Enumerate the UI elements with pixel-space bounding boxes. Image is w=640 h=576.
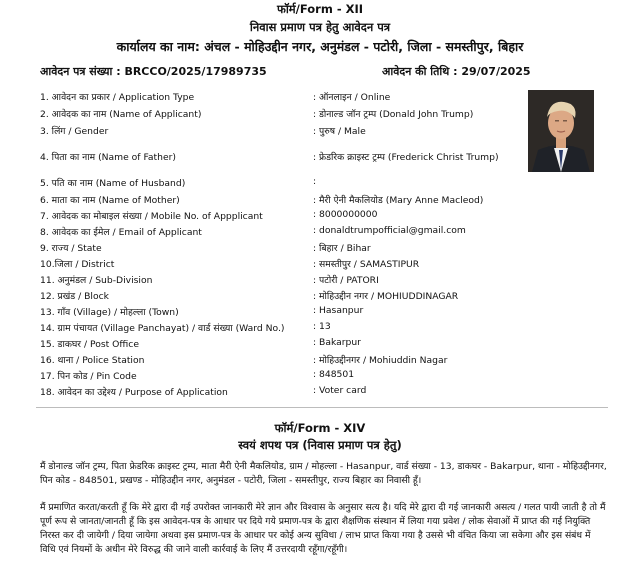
field-value: : donaldtrumpofficial@gmail.com [313, 225, 466, 236]
field-mother-name [40, 193, 540, 207]
field-label: 8. आवेदक का ईमेल / Email of Applicant [40, 227, 202, 238]
field-label: 7. आवेदक का मोबाइल संख्या / Mobile No. of Appplicant [40, 211, 263, 222]
field-label: 13. गाँव (Village) / मोहल्ला (Town) [40, 307, 179, 318]
field-label: 6. माता का नाम (Name of Mother) [40, 195, 180, 206]
field-label: 11. अनुमंडल / Sub-Division [40, 275, 153, 286]
field-label: 16. थाना / Police Station [40, 355, 145, 366]
field-panchayat-ward [40, 321, 540, 335]
field-value: : Bakarpur [313, 337, 361, 348]
field-purpose [40, 385, 540, 399]
field-label: 12. प्रखंड / Block [40, 291, 109, 302]
field-label: 9. राज्य / State [40, 243, 102, 254]
field-label: 14. ग्राम पंचायत (Village Panchayat) / वार्ड संख्या (Ward No.) [40, 323, 285, 334]
field-gender [40, 124, 540, 138]
field-village [40, 305, 540, 319]
field-value: : पुरुष / Male [313, 126, 366, 137]
field-police-station [40, 353, 540, 367]
affidavit-certification: मैं प्रमाणित करता/करती हूँ कि मेरे द्वारा दी गई उपरोक्त जानकारी मेरे ज्ञान और विश्वास के अनुसार सत्य है। यदि मेरे द्वारा दी गई जानकारी असत्य / गलत पायी जाती है तो मैं पूर्ण रूप से जानता/जानती हूँ कि इस आवेदन-पत्र के आधार पर दिये गये प्रमाण-पत्र के द्वारा शैक्षणिक संस्थान में लिया गया प्रवेश / लोक सेवाओं में प्राप्त की गई नियुक्ति निरस्त कर दी जायेगी / दिया जायेगा अथवा इस प्रमाण-पत्र के आधार पर कोई अन्य सुविधा / लाभ प्राप्त किया गया है उससे भी वंचित किया जा सकेगा और इस संबंध में विधि एवं नियमों के अधीन मेरे विरुद्ध की जाने वाली कार्रवाई के लिए मैं उत्तरदायी रहूँगा/रहूँगी। [40, 502, 606, 555]
field-label: 4. पिता का नाम (Name of Father) [40, 152, 176, 163]
field-husband-name [40, 176, 540, 190]
field-value: : समस्तीपुर / SAMASTIPUR [313, 259, 420, 270]
field-email [40, 225, 540, 239]
application-date: आवेदन की तिथि : 29/07/2025 [382, 65, 531, 78]
field-state [40, 241, 540, 255]
field-pin-code [40, 369, 540, 383]
field-value: : पटोरी / PATORI [313, 275, 379, 286]
field-value: : फ्रेडरिक क्राइस्ट ट्रम्प (Frederick Christ Trump) [313, 152, 499, 163]
field-label: 1. आवेदन का प्रकार / Application Type [40, 92, 195, 103]
office-name: कार्यालय का नाम: अंचल - मोहिउद्दीन नगर, अनुमंडल - पटोरी, जिला - समस्तीपुर, बिहार [116, 39, 524, 54]
field-value: : [313, 176, 317, 187]
field-mobile [40, 209, 540, 223]
field-value: : मोहिउद्दीनगर / Mohiuddin Nagar [313, 355, 448, 366]
field-value: : 848501 [313, 369, 355, 380]
field-label: 2. आवेदक का नाम (Name of Applicant) [40, 109, 202, 120]
field-district [40, 257, 540, 271]
field-value: : मोहिउद्दीन नगर / MOHIUDDINAGAR [313, 291, 459, 302]
field-father-name [40, 150, 540, 164]
field-value: : 13 [313, 321, 331, 332]
field-label: 5. पति का नाम (Name of Husband) [40, 178, 186, 189]
field-block [40, 289, 540, 303]
field-label: 17. पिन कोड / Pin Code [40, 371, 137, 382]
field-sub-division [40, 273, 540, 287]
field-value: : ऑनलाइन / Online [313, 92, 391, 103]
affidavit-subtitle: स्वयं शपथ पत्र (निवास प्रमाण पत्र हेतु) [238, 438, 402, 452]
section-divider [36, 407, 608, 408]
application-number: आवेदन पत्र संख्या : BRCCO/2025/17989735 [40, 65, 267, 78]
form-subtitle: निवास प्रमाण पत्र हेतु आवेदन पत्र [249, 20, 391, 34]
field-application-type [40, 90, 540, 104]
field-label: 18. आवेदन का उद्देश्य / Purpose of Application [40, 387, 228, 398]
field-value: : 8000000000 [313, 209, 378, 220]
field-value: : बिहार / Bihar [313, 243, 371, 254]
field-value: : मैरी ऐनी मैकलियोड (Mary Anne Macleod) [313, 195, 484, 206]
affidavit-declaration: मैं डोनाल्ड जॉन ट्रम्प, पिता फ्रेडरिक क्राइस्ट ट्रम्प, माता मैरी ऐनी मैकलियोड, ग्राम / मोहल्ला - Hasanpur, वार्ड संख्या - 13, डाकघर - Bakarpur, थाना - मोहिउद्दीनगर, पिन कोड - 848501, प्रखण्ड - मोहिउद्दीन नगर, अनुमंडल - पटोरी, जिला - समस्तीपुर, राज्य बिहार का निवासी हूँ। [40, 461, 607, 486]
field-post-office [40, 337, 540, 351]
form-title: फॉर्म/Form - XII [276, 2, 364, 16]
field-value: : Voter card [313, 385, 367, 396]
field-label: 3. लिंग / Gender [40, 126, 109, 137]
field-value: : डोनाल्ड जॉन ट्रम्प (Donald John Trump) [313, 109, 474, 120]
field-value: : Hasanpur [313, 305, 364, 316]
field-label: 15. डाकघर / Post Office [40, 339, 139, 350]
field-applicant-name [40, 107, 540, 121]
field-label: 10.जिला / District [40, 259, 115, 270]
affidavit-form-title: फॉर्म/Form - XIV [274, 421, 366, 435]
